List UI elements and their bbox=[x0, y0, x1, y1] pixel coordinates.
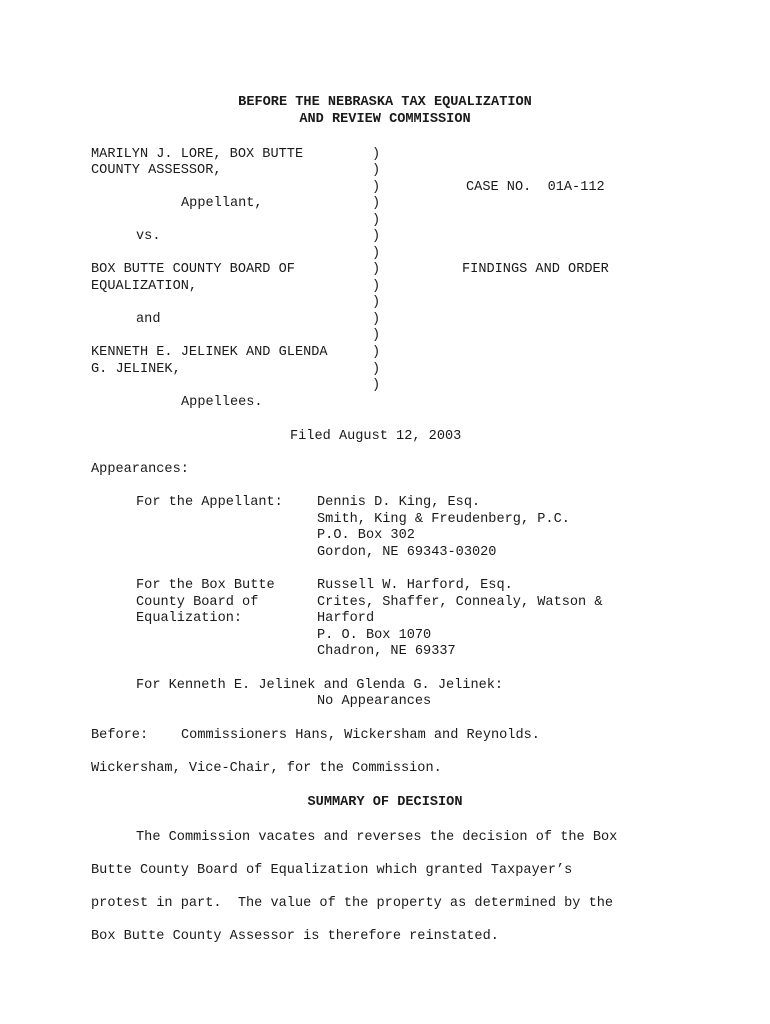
appellant-appearance-label: For the Appellant: bbox=[136, 495, 283, 510]
before-label: Before: bbox=[91, 728, 149, 743]
caption-paren: ) bbox=[372, 246, 381, 261]
caption-paren: ) bbox=[372, 279, 381, 294]
caption-paren: ) bbox=[372, 345, 381, 360]
summary-line: Box Butte County Assessor is therefore reinstated. bbox=[91, 929, 499, 944]
board-counsel-line: Harford bbox=[317, 611, 375, 626]
appellee-jelinek-line-2: G. JELINEK, bbox=[91, 362, 181, 377]
caption-paren: ) bbox=[372, 213, 381, 228]
appellant-name-line-2: COUNTY ASSESSOR, bbox=[91, 163, 222, 178]
appellant-counsel-line: P.O. Box 302 bbox=[317, 528, 415, 543]
board-counsel-line: P. O. Box 1070 bbox=[317, 628, 432, 643]
caption-paren: ) bbox=[372, 328, 381, 343]
board-appearance-label: For the Box Butte bbox=[136, 578, 275, 593]
conjunction-and: and bbox=[136, 312, 161, 327]
caption-paren: ) bbox=[372, 147, 381, 162]
board-counsel-line: Chadron, NE 69337 bbox=[317, 644, 456, 659]
appellee-board-line-2: EQUALIZATION, bbox=[91, 279, 198, 294]
caption-paren: ) bbox=[372, 229, 381, 244]
caption-paren: ) bbox=[372, 180, 381, 195]
caption-paren: ) bbox=[372, 163, 381, 178]
jelinek-appearance-label: For Kenneth E. Jelinek and Glenda G. Jelinek: bbox=[136, 678, 504, 693]
appellant-counsel-line: Smith, King & Freudenberg, P.C. bbox=[317, 512, 570, 527]
appellant-counsel-line: Gordon, NE 69343-03020 bbox=[317, 545, 497, 560]
document-type: FINDINGS AND ORDER bbox=[462, 262, 609, 277]
caption-paren: ) bbox=[372, 262, 381, 277]
appellee-jelinek-line-1: KENNETH E. JELINEK AND GLENDA bbox=[91, 345, 328, 360]
appellees-role: Appellees. bbox=[181, 395, 263, 410]
opinion-author: Wickersham, Vice-Chair, for the Commission. bbox=[91, 761, 442, 776]
before-commissioners: Commissioners Hans, Wickersham and Reynolds. bbox=[181, 728, 540, 743]
caption-paren: ) bbox=[372, 295, 381, 310]
appellee-board-line-1: BOX BUTTE COUNTY BOARD OF bbox=[91, 262, 295, 277]
appellant-role: Appellant, bbox=[181, 196, 263, 211]
summary-line: protest in part. The value of the property as determined by the bbox=[91, 896, 614, 911]
filed-date: Filed August 12, 2003 bbox=[290, 429, 462, 444]
case-number: CASE NO. 01A-112 bbox=[466, 180, 605, 195]
board-appearance-label: County Board of bbox=[136, 595, 259, 610]
caption-paren: ) bbox=[372, 196, 381, 211]
summary-heading: SUMMARY OF DECISION bbox=[307, 795, 463, 810]
caption-paren: ) bbox=[372, 312, 381, 327]
board-counsel-line: Russell W. Harford, Esq. bbox=[317, 578, 513, 593]
versus: vs. bbox=[136, 229, 161, 244]
jelinek-counsel: No Appearances bbox=[317, 694, 432, 709]
title-line-2: AND REVIEW COMMISSION bbox=[299, 112, 471, 127]
caption-paren: ) bbox=[372, 362, 381, 377]
appearances-heading: Appearances: bbox=[91, 462, 189, 477]
appellant-counsel-line: Dennis D. King, Esq. bbox=[317, 495, 481, 510]
summary-line: Butte County Board of Equalization which granted Taxpayer’s bbox=[91, 863, 573, 878]
summary-line: The Commission vacates and reverses the decision of the Box bbox=[136, 830, 618, 845]
board-counsel-line: Crites, Shaffer, Connealy, Watson & bbox=[317, 595, 603, 610]
board-appearance-label: Equalization: bbox=[136, 611, 243, 626]
caption-paren: ) bbox=[372, 378, 381, 393]
title-line-1: BEFORE THE NEBRASKA TAX EQUALIZATION bbox=[238, 95, 532, 110]
appellant-name-line-1: MARILYN J. LORE, BOX BUTTE bbox=[91, 147, 304, 162]
